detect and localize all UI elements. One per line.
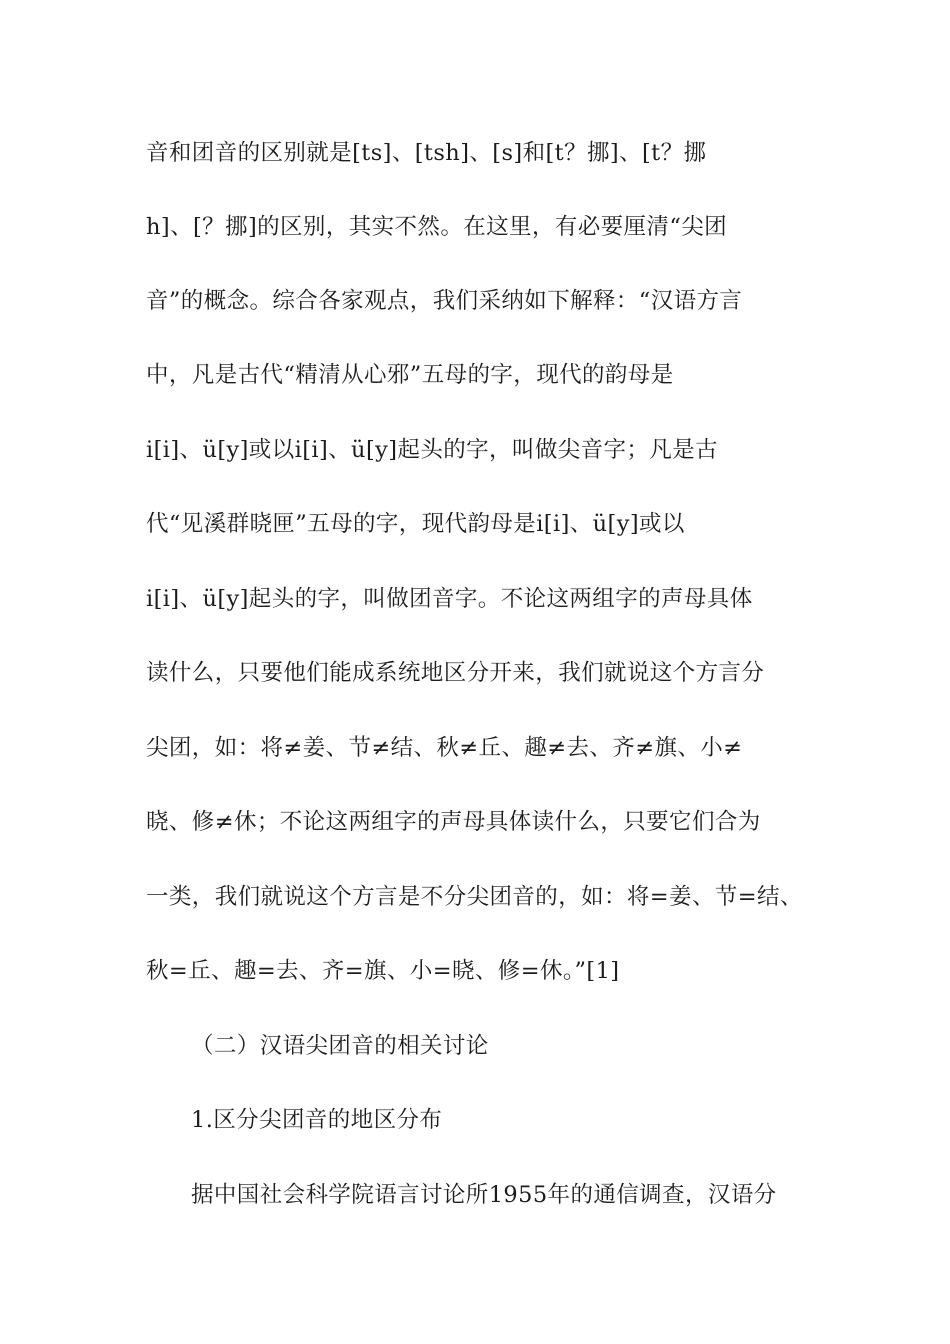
body-line-5: i[i]、ü[y]或以i[i]、ü[y]起头的字，叫做尖音字；凡是古	[146, 437, 719, 463]
subsection-heading: 1.区分尖团音的地区分布	[191, 1107, 443, 1133]
body-line-2: h]、[？挪]的区别，其实不然。在这里，有必要厘清“尖团	[146, 214, 728, 240]
body-line-6: 代“见溪群晓匣”五母的字，现代韵母是i[i]、ü[y]或以	[146, 511, 685, 537]
body-line-11: 一类，我们就说这个方言是不分尖团音的，如：将=姜、节=结、	[146, 884, 803, 910]
body-line-4: 中，凡是古代“精清从心邪”五母的字，现代的韵母是	[146, 362, 674, 388]
body-line-10: 晓、修≠休；不论这两组字的声母具体读什么，只要它们合为	[146, 809, 761, 835]
body-line-7: i[i]、ü[y]起头的字，叫做团音字。不论这两组字的声母具体	[146, 586, 753, 612]
body-line-3: 音”的概念。综合各家观点，我们采纳如下解释：“汉语方言	[146, 288, 743, 314]
section-heading: （二）汉语尖团音的相关讨论	[191, 1033, 489, 1059]
body-line-8: 读什么，只要他们能成系统地区分开来，我们就说这个方言分	[146, 660, 765, 686]
body-line-9: 尖团，如：将≠姜、节≠结、秋≠丘、趣≠去、齐≠旗、小≠	[146, 735, 743, 761]
paragraph-first-line: 据中国社会科学院语言讨论所1955年的通信调查，汉语分	[191, 1182, 777, 1208]
body-line-1: 音和团音的区别就是[ts]、[tsh]、[s]和[t？挪]、[t？挪	[146, 140, 707, 166]
body-line-12: 秋=丘、趣=去、齐=旗、小=晓、修=休。”[1]	[146, 958, 620, 984]
